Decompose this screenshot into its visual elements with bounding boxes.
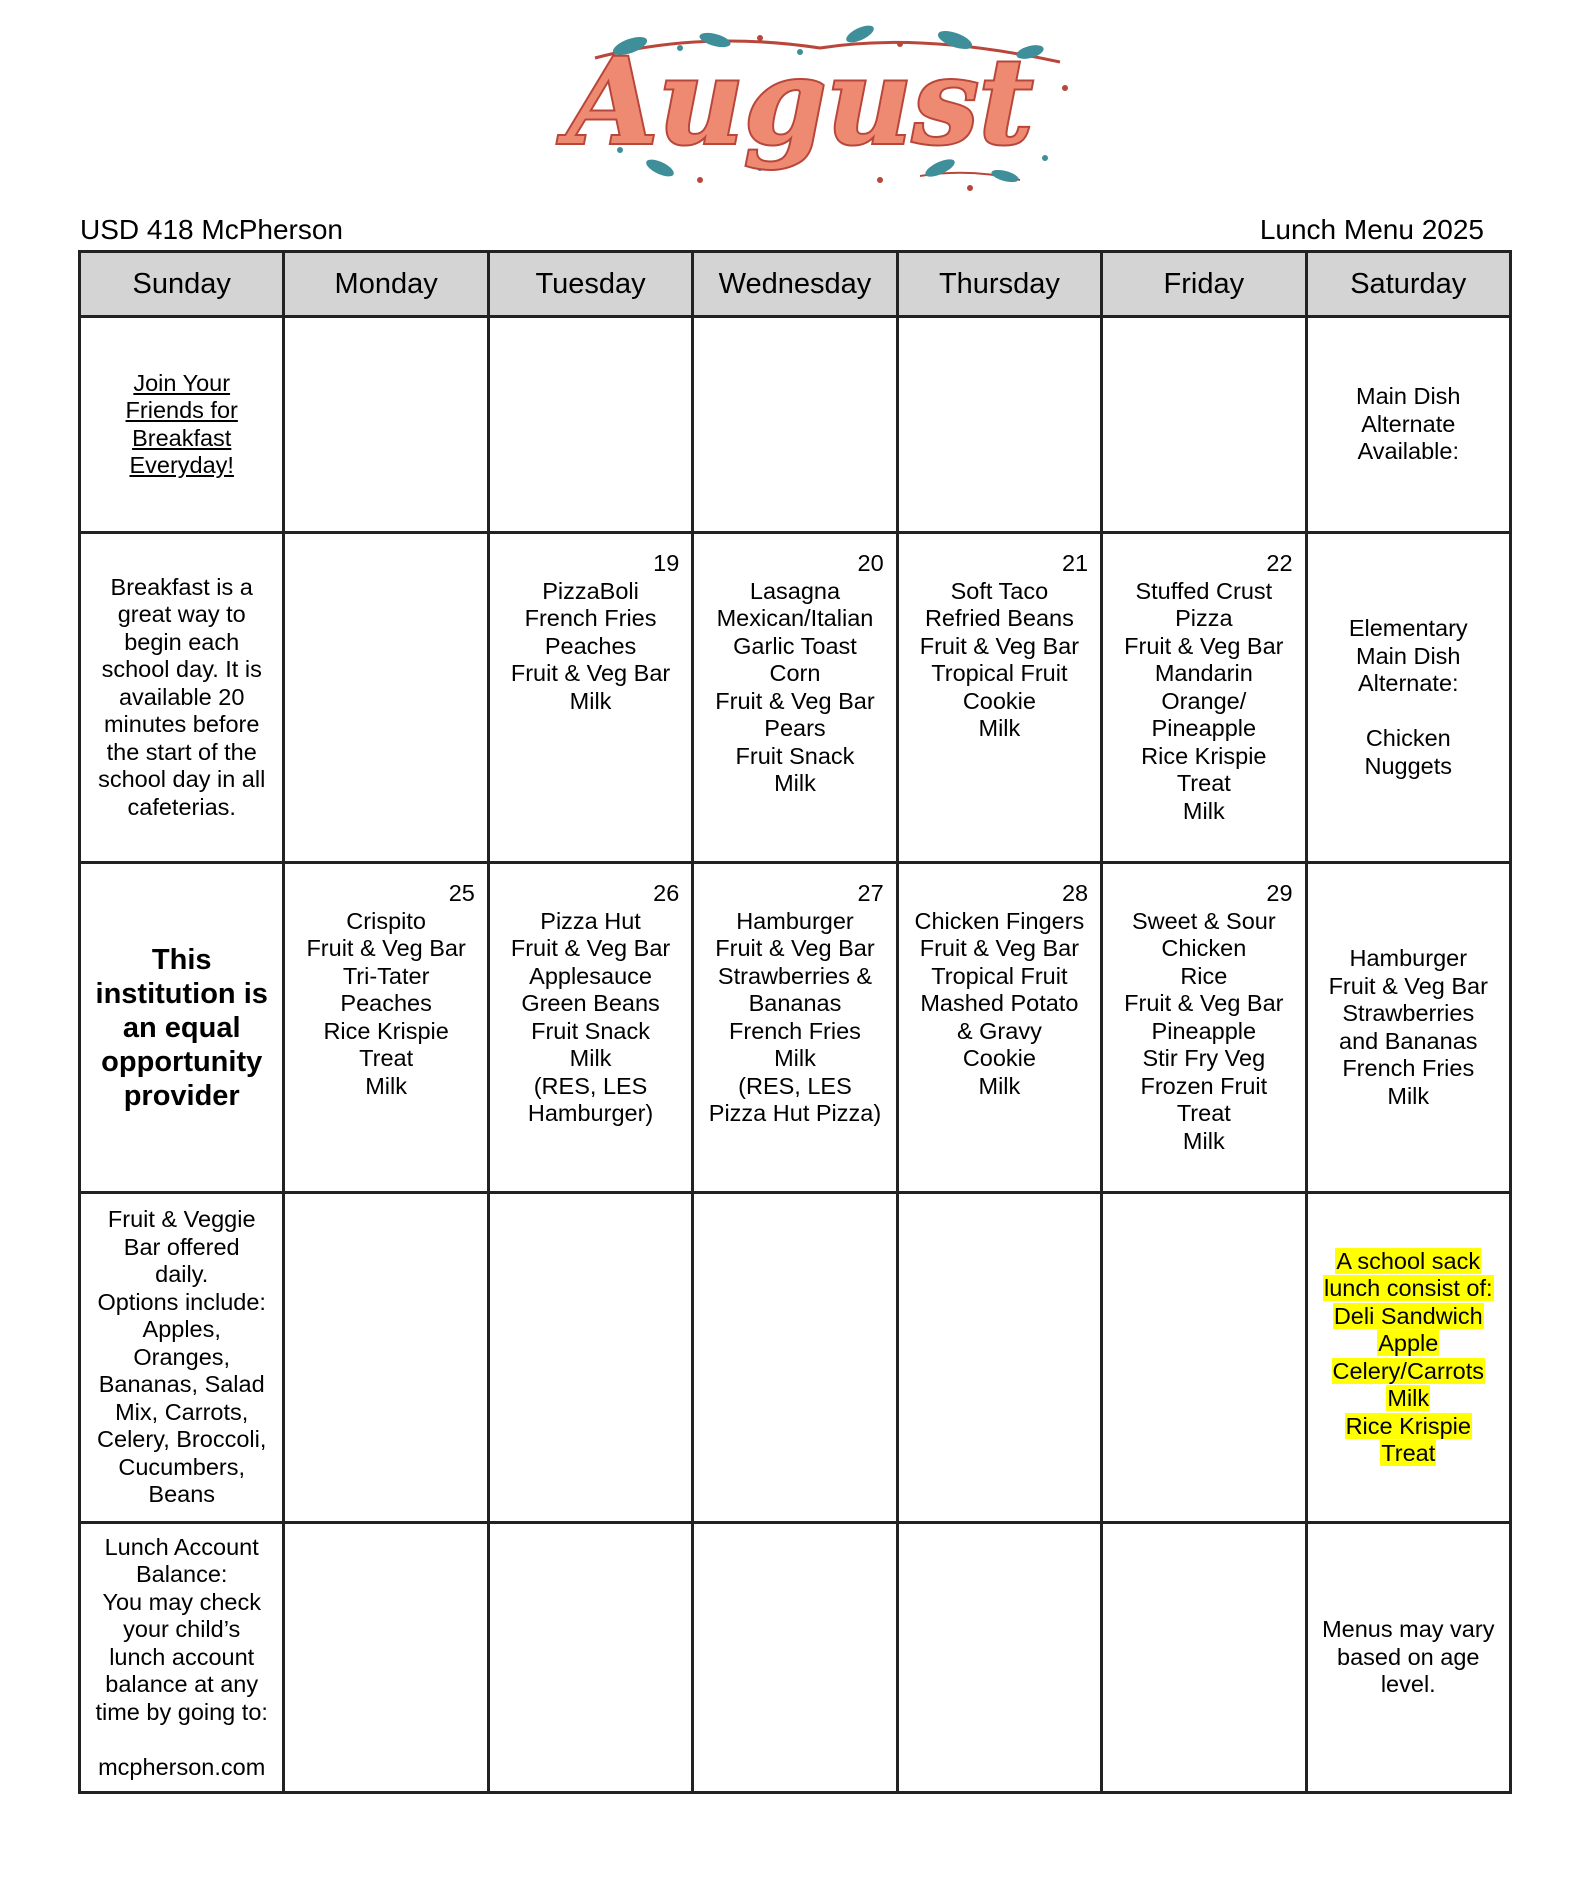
highlighted-text: Milk (1387, 1385, 1430, 1411)
menu-item: Cookie (962, 1045, 1036, 1071)
menu-item: Peaches (340, 990, 432, 1016)
menu-item: Pizza Hut Pizza) (708, 1100, 882, 1126)
breakfast-invite-text: Join Your (133, 369, 231, 396)
cell-content (1103, 864, 1304, 1191)
cell-content (1308, 864, 1509, 1191)
menu-item: Pineapple (1151, 715, 1257, 741)
menu-item: Soft Taco (950, 577, 1049, 604)
info-text: based on age (1337, 1643, 1480, 1670)
cell-content (899, 864, 1100, 1191)
calendar-week-row (80, 1523, 1511, 1793)
menu-item: Fruit & Veg Bar (715, 687, 875, 714)
weekday-header: Monday (284, 252, 488, 317)
info-text: Bar offered (123, 1233, 240, 1260)
weekday-header-row (80, 252, 1511, 317)
menu-item: PizzaBoli (542, 577, 639, 604)
cell-content (490, 1524, 691, 1791)
cell-content (285, 1194, 486, 1521)
calendar-day-cell (488, 533, 692, 863)
calendar-day-cell (1306, 317, 1510, 533)
cell-content (490, 318, 691, 531)
menu-item: Chicken Fingers (914, 907, 1085, 934)
menu-item: Mexican/Italian (716, 605, 874, 631)
weekday-header: Saturday (1306, 252, 1510, 317)
info-text: Bananas, Salad (98, 1371, 265, 1398)
info-text: Fruit & Veg Bar (1328, 972, 1488, 999)
cell-content (285, 1524, 486, 1791)
menu-item: Treat (1176, 770, 1231, 796)
menu-item: Fruit & Veg Bar (1124, 632, 1284, 659)
sack-lunch-text (1333, 1303, 1484, 1331)
info-text: Mix, Carrots, (115, 1398, 249, 1425)
calendar-day-cell (80, 863, 284, 1193)
info-text: Main Dish (1356, 642, 1461, 669)
info-text: great way to (117, 601, 246, 628)
menu-item: Fruit & Veg Bar (510, 935, 671, 961)
info-text: Chicken (1365, 725, 1451, 751)
equal-opportunity-statement: provider (123, 1079, 240, 1112)
calendar-week-row (80, 533, 1511, 863)
menu-item: Fruit & Veg Bar (306, 935, 466, 961)
menu-item: Fruit Snack (735, 742, 855, 769)
menu-item: Tropical Fruit (931, 962, 1068, 989)
calendar-day-cell (1102, 533, 1306, 863)
weekday-header: Sunday (80, 252, 284, 317)
menu-item: Stir Fry Veg (1142, 1045, 1266, 1071)
calendar-week-row (80, 1193, 1511, 1523)
cell-content (1103, 318, 1304, 531)
calendar-day-cell (693, 863, 897, 1193)
menu-item: Tri-Tater (342, 962, 430, 989)
calendar-day-cell (80, 1193, 284, 1523)
info-text: Cucumbers, (118, 1453, 246, 1480)
equal-opportunity-statement: This (151, 943, 212, 976)
weekday-header: Wednesday (693, 252, 897, 317)
menu-item: Milk (774, 1045, 816, 1071)
menu-item: Rice Krispie (1141, 742, 1267, 769)
menu-item: Orange/ (1161, 687, 1247, 714)
menu-item: Fruit & Veg Bar (919, 632, 1080, 659)
info-text: Apples, (142, 1316, 221, 1343)
cell-content (81, 534, 282, 861)
info-text: Balance: (135, 1561, 228, 1588)
info-text: You may check (102, 1588, 261, 1615)
menu-item: Frozen Fruit (1140, 1072, 1268, 1099)
calendar-day-cell (488, 863, 692, 1193)
calendar-day-cell (1306, 1523, 1510, 1793)
menu-item: Applesauce (529, 962, 652, 989)
menu-item: Milk (774, 770, 816, 796)
cell-content (490, 534, 691, 861)
day-number: 19 (653, 550, 680, 576)
menu-item: Tropical Fruit (931, 660, 1068, 686)
cell-content (285, 318, 486, 531)
weekday-header: Friday (1102, 252, 1306, 317)
menu-item: Milk (569, 687, 612, 714)
info-text: the start of the (106, 738, 257, 765)
calendar-day-cell (1306, 1193, 1510, 1523)
equal-opportunity-statement: opportunity (101, 1045, 263, 1078)
info-text: balance at any (105, 1671, 259, 1698)
highlighted-text: Treat (1381, 1440, 1436, 1466)
cell-content (694, 1524, 895, 1791)
cell-content (1103, 534, 1304, 861)
menu-item: Treat (1176, 1100, 1231, 1126)
cell-content (81, 318, 282, 531)
menu-item: Fruit & Veg Bar (1124, 990, 1284, 1016)
cell-content (694, 318, 895, 531)
menu-item: Milk (978, 715, 1021, 741)
info-text: Hamburger (1349, 945, 1468, 971)
calendar-day-cell (284, 533, 488, 863)
info-text: Milk (1387, 1082, 1430, 1109)
highlighted-text: Celery/Carrots (1332, 1357, 1484, 1384)
sack-lunch-text (1345, 1413, 1472, 1441)
calendar-day-cell (897, 317, 1101, 533)
sack-lunch-text (1335, 1248, 1481, 1276)
info-text: Alternate (1361, 410, 1456, 437)
calendar-day-cell (897, 1193, 1101, 1523)
menu-item: Hamburger (736, 907, 854, 934)
calendar-day-cell (80, 533, 284, 863)
highlighted-text: Deli Sandwich (1333, 1302, 1483, 1329)
day-number: 26 (653, 880, 680, 906)
day-number: 25 (448, 880, 475, 906)
calendar-day-cell (284, 1523, 488, 1793)
menu-item: Fruit Snack (531, 1017, 650, 1044)
info-text: lunch account (109, 1643, 255, 1670)
sack-lunch-text (1323, 1275, 1494, 1303)
cell-content (1103, 1194, 1304, 1521)
cell-content (490, 1194, 691, 1521)
info-text: Lunch Account (104, 1533, 259, 1560)
info-text: French Fries (1342, 1055, 1475, 1081)
calendar-day-cell (897, 1523, 1101, 1793)
info-text: Alternate: (1357, 670, 1459, 696)
cell-content (1308, 318, 1509, 531)
menu-item: (RES, LES (738, 1072, 852, 1099)
calendar-day-cell (1102, 1193, 1306, 1523)
menu-item: Bananas (748, 990, 842, 1016)
menu-item: Chicken (1161, 935, 1247, 961)
calendar-day-cell (1306, 533, 1510, 863)
cell-content (285, 864, 486, 1191)
calendar-day-cell (693, 1193, 897, 1523)
menu-item: Crispito (346, 907, 426, 934)
info-text: cafeterias. (127, 793, 236, 820)
info-text: Beans (148, 1481, 216, 1508)
info-text: Menus may vary (1322, 1616, 1495, 1643)
info-text: time by going to: (95, 1698, 268, 1725)
menu-title: Lunch Menu 2025 (1259, 214, 1484, 245)
menu-item: Stuffed Crust (1135, 577, 1273, 604)
cell-content (81, 1524, 282, 1791)
day-number: 29 (1266, 880, 1293, 906)
calendar-day-cell (897, 533, 1101, 863)
menu-item: Hamburger) (527, 1100, 654, 1126)
menu-item: Fruit & Veg Bar (919, 935, 1080, 961)
info-text: school day in all (98, 766, 266, 793)
menu-item: Treat (359, 1045, 414, 1071)
calendar-day-cell (284, 317, 488, 533)
calendar-day-cell (1102, 863, 1306, 1193)
info-text: minutes before (103, 711, 260, 738)
info-text: available 20 (118, 683, 245, 710)
month-title: August (566, 32, 1034, 171)
info-text: school day. It is (101, 656, 262, 683)
cell-content (899, 1524, 1100, 1791)
menu-item: Peaches (544, 632, 637, 659)
breakfast-invite-text: Everyday! (129, 452, 234, 478)
info-text: Breakfast is a (110, 573, 253, 600)
calendar-day-cell (693, 533, 897, 863)
info-text: and Bananas (1339, 1027, 1478, 1054)
menu-item: French Fries (729, 1017, 861, 1044)
menu-item: Pears (764, 715, 826, 741)
calendar-day-cell (284, 863, 488, 1193)
lunch-calendar (78, 250, 1512, 1794)
menu-item: (RES, LES (533, 1072, 648, 1099)
menu-item: French Fries (524, 605, 657, 631)
info-text: daily. (155, 1261, 209, 1288)
sack-lunch-text (1386, 1385, 1430, 1413)
account-website-link[interactable]: mcpherson.com (98, 1753, 266, 1780)
august-title-logo (500, 18, 1100, 198)
day-number: 27 (857, 880, 884, 906)
menu-item: Refried Beans (924, 605, 1074, 631)
calendar-day-cell (1102, 317, 1306, 533)
cell-content (1308, 1524, 1509, 1791)
cell-content (899, 534, 1100, 861)
cell-content (899, 318, 1100, 531)
calendar-day-cell (488, 317, 692, 533)
breakfast-invite-text: Friends for (125, 397, 238, 423)
info-text: Options include: (97, 1288, 266, 1315)
calendar-week-row (80, 863, 1511, 1193)
menu-item: Pizza (1175, 605, 1233, 631)
info-text: level. (1380, 1671, 1436, 1698)
menu-item: Fruit & Veg Bar (510, 660, 671, 686)
day-number: 21 (1061, 550, 1089, 576)
cell-content (81, 864, 282, 1191)
calendar-week-row (80, 317, 1511, 533)
menu-item: Milk (569, 1045, 612, 1071)
cell-content (1103, 1524, 1304, 1791)
calendar-day-cell (488, 1193, 692, 1523)
cell-content (899, 1194, 1100, 1521)
day-number: 22 (1266, 550, 1293, 576)
info-text: Strawberries (1342, 1000, 1475, 1026)
menu-item: Milk (978, 1072, 1021, 1099)
info-text: your child’s (123, 1616, 241, 1643)
sack-lunch-text (1380, 1440, 1436, 1468)
info-text: Elementary (1348, 615, 1468, 641)
menu-item: Green Beans (521, 990, 660, 1016)
cell-content (1308, 534, 1509, 861)
cell-content (694, 864, 895, 1191)
menu-item: & Gravy (956, 1017, 1042, 1044)
info-text: Oranges, (133, 1343, 231, 1370)
cell-content (1308, 1194, 1509, 1521)
day-number: 20 (857, 550, 884, 576)
equal-opportunity-statement: an equal (122, 1011, 241, 1044)
menu-item: Corn (769, 660, 821, 686)
info-text: Main Dish (1356, 383, 1461, 410)
cell-content (490, 864, 691, 1191)
calendar-day-cell (80, 317, 284, 533)
cell-content (81, 1194, 282, 1521)
day-number: 28 (1061, 880, 1089, 906)
menu-item: Mandarin (1154, 660, 1253, 686)
sack-lunch-text (1332, 1358, 1485, 1386)
calendar-day-cell (897, 863, 1101, 1193)
menu-item: Sweet & Sour (1131, 907, 1276, 934)
equal-opportunity-statement: institution is (95, 977, 268, 1010)
calendar-day-cell (693, 1523, 897, 1793)
menu-item: Rice (1180, 962, 1228, 989)
menu-item: Mashed Potato (920, 990, 1079, 1016)
calendar-day-cell (80, 1523, 284, 1793)
cell-content (694, 534, 895, 861)
calendar-day-cell (693, 317, 897, 533)
weekday-header: Tuesday (488, 252, 692, 317)
highlighted-text: Rice Krispie (1345, 1412, 1471, 1439)
menu-item: Milk (1182, 797, 1225, 824)
highlighted-text: A school sack (1336, 1247, 1481, 1274)
info-text: Celery, Broccoli, (97, 1426, 267, 1453)
info-text: Nuggets (1364, 752, 1453, 779)
menu-item: Garlic Toast (733, 632, 857, 659)
cell-content (285, 534, 486, 861)
calendar-day-cell (1102, 1523, 1306, 1793)
calendar-day-cell (488, 1523, 692, 1793)
highlighted-text: Apple (1378, 1330, 1439, 1356)
weekday-header: Thursday (897, 252, 1101, 317)
info-text: begin each (124, 628, 240, 655)
menu-item: Cookie (962, 687, 1036, 714)
menu-item: Milk (1182, 1127, 1225, 1154)
menu-item: Pineapple (1151, 1017, 1257, 1044)
menu-item: Rice Krispie (323, 1017, 449, 1044)
menu-item: Strawberries & (717, 962, 873, 989)
menu-item: Lasagna (749, 577, 841, 604)
menu-item: Milk (365, 1072, 408, 1099)
calendar-day-cell (284, 1193, 488, 1523)
breakfast-invite-text: Breakfast (132, 424, 232, 451)
cell-content (694, 1194, 895, 1521)
info-text: Available: (1357, 438, 1459, 465)
district-name: USD 418 McPherson (80, 214, 344, 245)
highlighted-text: lunch consist of: (1324, 1275, 1493, 1301)
menu-item: Fruit & Veg Bar (715, 935, 875, 961)
sack-lunch-text (1377, 1330, 1439, 1358)
calendar-day-cell (1306, 863, 1510, 1193)
info-text: Fruit & Veggie (107, 1206, 256, 1233)
menu-item: Pizza Hut (540, 907, 641, 934)
